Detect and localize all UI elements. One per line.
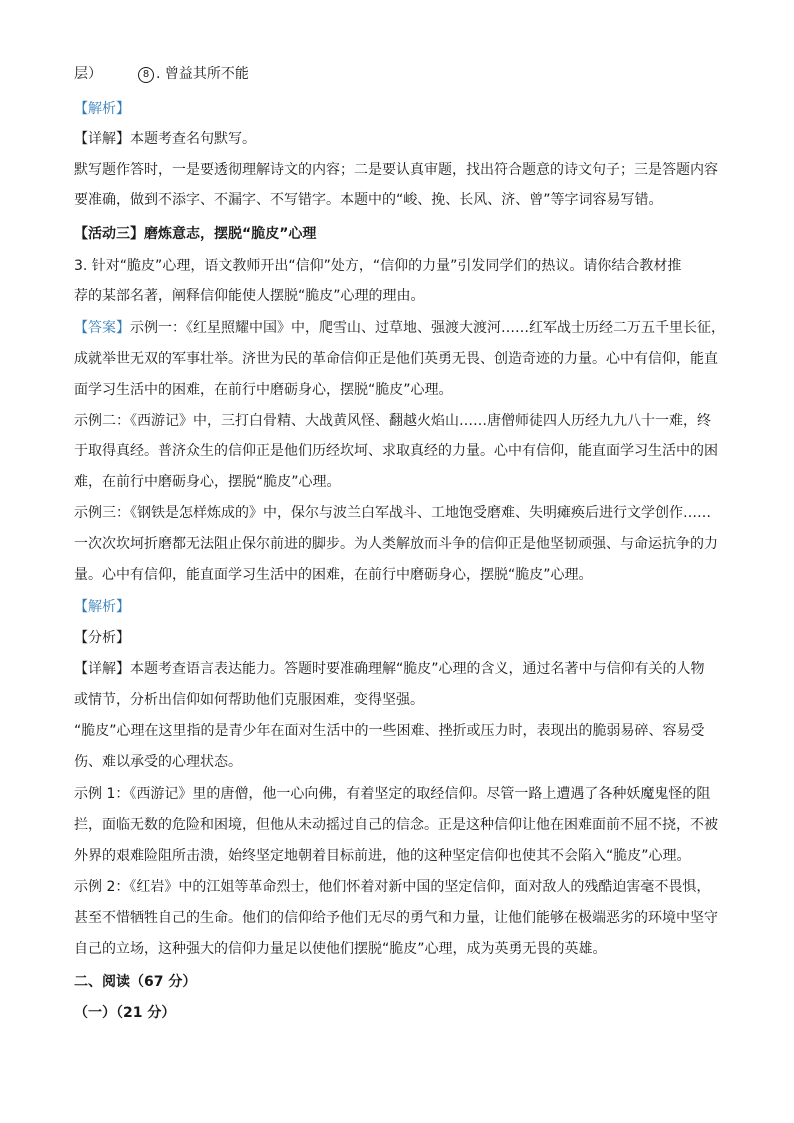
answer-8-text: 曾益其所不能 [164, 66, 249, 82]
sample-2-line: 自己的立场，这种强大的信仰力量足以使他们摆脱“脆皮”心理，成为英勇无畏的英雄。 [74, 941, 607, 957]
question-3-line: 荐的某部名著，阐释信仰能使人摆脱“脆皮”心理的理由。 [74, 288, 425, 304]
circled-number-8: 8 [138, 67, 154, 83]
answer-8-line [74, 64, 249, 84]
paragraph-line: 默写题作答时，一是要透彻理解诗文的内容；二是要认真审题，找出符合题意的诗文句子；三是答题内容 [74, 162, 718, 178]
answer-tag: 【答案】 [74, 320, 130, 336]
activity-3-heading: 【活动三】磨炼意志，摆脱“脆皮”心理 [74, 226, 317, 242]
example-1-text: 示例一：《红星照耀中国》中，爬雪山、过草地、强渡大渡河……红军战士历经二万五千里长征， [130, 320, 725, 336]
prev-answer-tail: 层） [74, 66, 102, 82]
subsection-1-heading: （一）（21 分） [74, 1005, 176, 1021]
detail-heading: 【详解】本题考查名句默写。 [74, 131, 256, 147]
sample-2-line: 示例 2：《红岩》中的江姐等革命烈士，他们怀着对新中国的坚定信仰，面对敌人的残酷迫害毫不畏惧， [74, 879, 711, 895]
analysis-tag: 【解析】 [74, 599, 130, 615]
circled-number-dot: . [156, 66, 161, 82]
question-3-line: 3. 针对“脆皮”心理，语文教师开出“信仰”处方，“信仰的力量”引发同学们的热议。请你结合教材推 [74, 258, 682, 274]
example-2-line: 于取得真经。普济众生的信仰正是他们历经坎坷、求取真经的力量。心中有信仰，能直面学习生活中的困 [74, 443, 718, 459]
example-3-line: 量。心中有信仰，能直面学习生活中的困难，在前行中磨砺身心，摆脱“脆皮”心理。 [74, 567, 593, 583]
example-1-line: 面学习生活中的困难，在前行中磨砺身心，摆脱“脆皮”心理。 [74, 382, 453, 398]
answer-example-1-line [74, 318, 725, 338]
example-1-line: 成就举世无双的军事壮举。济世为民的革命信仰正是他们英勇无畏、创造奇迹的力量。心中有信仰，能直 [74, 351, 718, 367]
meaning-line: “脆皮”心理在这里指的是青少年在面对生活中的一些困难、挫折或压力时，表现出的脆弱易碎、容易受 [74, 723, 705, 739]
sample-1-line: 示例 1：《西游记》里的唐僧，他一心向佛，有着坚定的取经信仰。尽管一路上遭遇了各种妖魔鬼怪的阻 [74, 786, 711, 802]
analysis-heading: 【分析】 [74, 630, 130, 646]
example-3-line: 示例三：《钢铁是怎样炼成的》中，保尔与波兰白军战斗、工地饱受磨难、失明瘫痪后进行文学创作…… [74, 505, 711, 521]
detail-line: 【详解】本题考查语言表达能力。答题时要准确理解“脆皮”心理的含义，通过名著中与信仰有关的人物 [74, 661, 705, 677]
sample-2-line: 甚至不惜牺牲自己的生命。他们的信仰给予他们无尽的勇气和力量，让他们能够在极端恶劣的环境中坚守 [74, 910, 718, 926]
analysis-tag: 【解析】 [74, 101, 130, 117]
example-2-line: 示例二：《西游记》中，三打白骨精、大战黄风怪、翻越火焰山……唐僧师徒四人历经九九八十一难，终 [74, 413, 711, 429]
section-2-heading: 二、阅读（67 分） [74, 974, 197, 990]
example-3-line: 一次次坎坷折磨都无法阻止保尔前进的脚步。为人类解放而斗争的信仰正是他坚韧顽强、与命运抗争的力 [74, 536, 718, 552]
sample-1-line: 拦，面临无数的危险和困境，但他从未动摇过自己的信念。正是这种信仰让他在困难面前不屈不挠，不被 [74, 817, 718, 833]
detail-line: 或情节，分析出信仰如何帮助他们克服困难，变得坚强。 [74, 692, 424, 708]
sample-1-line: 外界的艰难险阻所击溃，始终坚定地朝着目标前进，他的这种坚定信仰也使其不会陷入“脆皮”心理。 [74, 848, 691, 864]
meaning-line: 伤、难以承受的心理状态。 [74, 754, 242, 770]
paragraph-line: 要准确，做到不添字、不漏字、不写错字。本题中的“峻、挽、长风、济、曾”等字词容易写错。 [74, 192, 663, 208]
example-2-line: 难，在前行中磨砺身心，摆脱“脆皮”心理。 [74, 474, 341, 490]
